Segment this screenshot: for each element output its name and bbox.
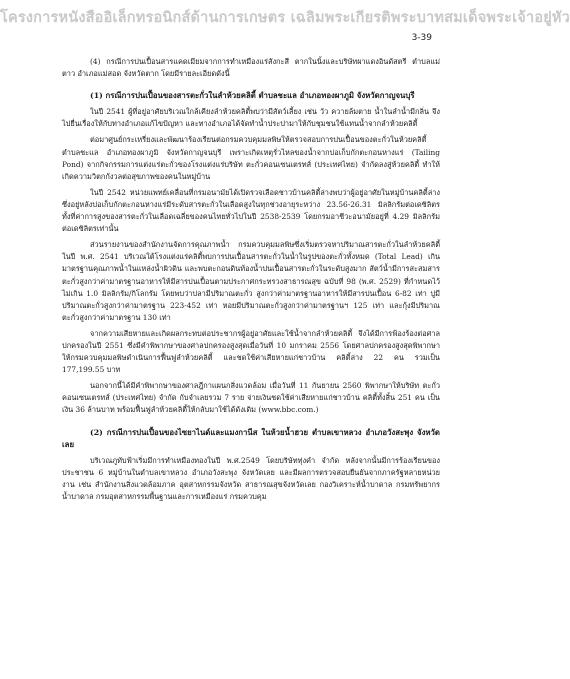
paragraph: จากความเสียหายและเกิดผลกระทบต่อประชากรผู้อยู่อาศัยและใช้น้ำจากลำห้วยคลิตี้ จึงได้มีการฟ้องร้องต่อศาลปกครองในปี 2551 ซึ่งมีคำพิพากษาของศาลปกครองสูงสุดเมื่อวันที่ 10 มกราคม 2556 โดยศาลปกครองสูงสุดพิพากษา ให้กรมควบคุมมลพิษดำเนินการฟื้นฟูลำห้วยคลิตี้ และชดใช้ค่าเสียหายแก่ชาวบ้าน คลิตี้ล่าง 22 คน รวมเป็น 177,199.55 บาท	[62, 328, 440, 375]
paragraph: ต่อมาศูนย์กระเหรี่ยงและพัฒนาร้องเรียนต่อกรมควบคุมมลพิษให้ตรวจสอบการปนเปื้อนของตะกั่วในห้วยคลิตี้ ตำบลชะแล อำเภอทองผาภูมิ จังหวัดกาญจนบุรี เพราะเกิดเหตุรั่วไหลของน้ำจากบ่อเก็บกักตะกอนหางแร่ (Tailing Pond) จากกิจกรรมการแต่งแร่ตะกั่วของโรงแต่งแร่บริษัท ตะกั่วคอนเซนเตรทส์ (ประเทศไทย) จำกัดลงสู่ห้วยคลิตี้ ทำให้เกิดความวิตกกังวลต่อสุขภาพของคนในหมู่บ้าน	[62, 135, 440, 181]
section-heading-1: (1) กรณีการปนเปื้อนของสารตะกั่วในลำห้วยคลิตี้ ตำบลชะแล อำเภอทองผาภูมิ จังหวัดกาญจนบุรี	[90, 91, 415, 101]
page-number: 3-39	[411, 33, 432, 43]
section-heading-2: (2) กรณีการปนเปื้อนของไซยาไนด์และแมงกานีส ในห้วยน้ำฮวย ตำบลเขาหลวง อำเภอวังสะพุง จังหวัดเลย	[62, 427, 440, 449]
watermark-text: โครงการหนังสืออิเล็กทรอนิกส์ด้านการเกษตร เฉลิมพระเกียรติพระบาทสมเด็จพระเจ้าอยู่หัว	[0, 9, 570, 26]
paragraph: ในปี 2541 ผู้ที่อยู่อาศัยบริเวณใกล้เคียงลำห้วยคลิตี้พบว่ามีสัตว์เลี้ยง เช่น วัว ควายล้มตาย น้ำในลำน้ำมีกลิ่น จึงไปยื่นเรื่องให้กับทางอำเภอแก้ไขปัญหา และทางอำเภอได้จัดทำน้ำประปามาให้กับชุมชนใช้แทนน้ำจากลำห้วยคลิตี้	[62, 107, 440, 129]
paragraph: ส่วนรายงานของสำนักงานจัดการคุณภาพน้ำ กรมควบคุมมลพิษซึ่งเริ่มตรวจหาปริมาณสารตะกั่วในลำห้วยคลิตี้ ในปี พ.ศ. 2541 บริเวณใต้โรงแต่งแร่คลิตี้พบการปนเปื้อนสารตะกั่วในน้ำในรูปของตะกั่วทั้งหมด (Total Lead) เกินมาตรฐานคุณภาพน้ำในแหล่งน้ำผิวดิน และพบตะกอนดินท้องน้ำปนเปื้อนสารตะกั่วในระดับสูงมาก สัตว์น้ำมีการสะสมสารตะกั่วสูงกว่าค่ามาตรฐานอาหารให้มีสารปนเปื้อนตามประกาศกระทรวงสาธารณสุข ฉบับที่ 98 (พ.ศ. 2529) ที่กำหนดไว้ไม่เกิน 1.0 มิลลิกรัม/กิโลกรัม โดยพบว่าปลามีปริมาณตะกั่ว สูงกว่าค่ามาตรฐานอาหารให้มีสารปนเปื้อน 6-82 เท่า ปูมีปริมาณตะกั่วสูงกว่าค่ามาตรฐาน 223-452 เท่า หอยมีปริมาณตะกั่วสูงกว่าค่ามาตรฐานฯ 125 เท่า และกุ้งมีปริมาณตะกั่วสูงกว่าค่ามาตรฐาน 130 เท่า	[62, 240, 440, 322]
body-text	[62, 56, 440, 507]
paragraph: นอกจากนี้ได้มีคำพิพากษาของศาลฎีกาแผนกสิ่งแวดล้อม เมื่อวันที่ 11 กันยายน 2560 พิพากษาให้บริษัท ตะกั่วคอนเซนเตรทส์ (ประเทศไทย) จำกัด กับจำเลยรวม 7 ราย จ่ายเงินชดใช้ค่าเสียหายแก่ชาวบ้าน คลิตี้ทั้งสิ้น 251 คน เป็นเงิน 36 ล้านบาท พร้อมฟื้นฟูลำห้วยคลิตี้ให้กลับมาใช้ได้ดังเดิม (www.bbc.com.)	[62, 381, 440, 415]
intro-paragraph: (4) กรณีการปนเปื้อนสารแคดเมียมจากการทำเหมืองแร่สังกะสี ตากในนิ้งและบริษัทผาแดงอินดัสตรี ตำบลแม่ตาว อำเภอแม่สอด จังหวัดตาก โดยมีรายละเอียดดังนี้	[62, 57, 440, 79]
paragraph: บริเวณภูทับฟ้าเริ่มมีการทำเหมืองทองในปี พ.ศ.2549 โดยบริษัททุ่งคำ จำกัด หลังจากนั้นมีการร้องเรียนของประชาชน 6 หมู่บ้านในตำบลเขาหลวง อำเภอวังสะพุง จังหวัดเลย และมีผลการตรวจสอบยืนยันจากภาครัฐหลายหน่วยงาน เช่น สำนักงานสิ่งแวดล้อมภาค อุตสาหกรรมจังหวัด สาธารณสุขจังหวัดเลย กองวิเคราะห์น้ำบาดาล กรมทรัพยากรน้ำบาดาล กรมอุตสาหกรรมพื้นฐานและการเหมืองแร่ กรมควบคุม	[62, 455, 440, 501]
paragraph: ในปี 2542 หน่วยแพทย์เคลื่อนที่กรมอนามัยได้เปิดรวจเลือดชาวบ้านคลิตี้ล่างพบว่าผู้อยู่อาศัยในหมู่บ้านคลิตี้ล่างซึ่งอยู่หลังบ่อเก็บกักตะกอนหางแร่มีระดับสารตะกั่วในเลือดสูงในทุกช่วงอายุระหว่าง 23.56-26.31 มิลลิกรัมต่อเดซิลิตร ทั้งที่ค่าการสูงของสารตะกั่วในเลือดเฉลี่ยของคนไทยทั่วไปในปี 2538-2539 โดยกรมอาชีวะอนามัยอยู่ที่ 4.29 มิลลิกรัมต่อเดซิลิตรเท่านั้น	[62, 187, 440, 234]
